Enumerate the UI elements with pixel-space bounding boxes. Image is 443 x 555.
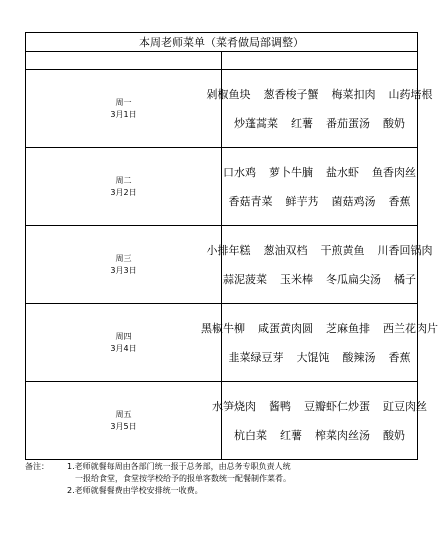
dish-item: 红薯 <box>291 116 313 130</box>
dish-item: 玉米棒 <box>280 272 313 286</box>
dish-item: 冬瓜扁尖汤 <box>326 272 381 286</box>
weekday-label: 周二 <box>115 175 132 185</box>
weekday-label: 周三 <box>115 253 132 263</box>
dish-item: 干煎黄鱼 <box>320 243 365 257</box>
day-row <box>26 226 418 304</box>
blank-row <box>26 52 418 70</box>
weekday-label: 周四 <box>115 331 132 341</box>
dish-line <box>222 193 417 210</box>
dish-item: 豆瓣虾仁炒蛋 <box>304 399 370 413</box>
dish-item: 口水鸡 <box>223 165 256 179</box>
dish-line <box>222 164 417 181</box>
dish-line <box>222 271 417 288</box>
menu-title: 本周老师菜单（菜肴做局部调整） <box>26 33 418 52</box>
date-label: 3月1日 <box>110 109 137 119</box>
day-row <box>26 382 418 460</box>
dish-line <box>212 398 427 415</box>
dish-item: 西兰花肉片 <box>383 321 438 335</box>
dish-line <box>222 349 417 366</box>
day-label-cell <box>26 148 222 226</box>
dish-item: 小排年糕 <box>206 243 251 257</box>
note-line: 2.老师就餐餐费由学校安排统一收费。 <box>67 486 203 495</box>
dish-item: 炒蓬蒿菜 <box>234 116 278 130</box>
blank-cell <box>222 52 418 70</box>
dish-item: 番茄蛋汤 <box>326 116 370 130</box>
dish-item: 榨菜肉丝汤 <box>315 428 370 442</box>
dish-item: 豇豆肉丝 <box>383 399 427 413</box>
dish-item: 黑椒牛柳 <box>201 321 245 335</box>
dish-item: 鱼香肉丝 <box>372 165 416 179</box>
dish-item: 葱香梭子蟹 <box>263 87 319 101</box>
dish-item: 川香回锅肉 <box>377 243 433 257</box>
dish-line <box>201 320 438 337</box>
dish-item: 酸辣汤 <box>342 350 376 364</box>
dish-item: 酱鸭 <box>269 399 291 413</box>
blank-cell <box>26 52 222 70</box>
day-row <box>26 70 418 148</box>
dish-item: 萝卜牛腩 <box>269 165 313 179</box>
dish-item: 鲜芋艿 <box>285 194 319 208</box>
dish-item: 梅菜扣肉 <box>331 87 376 101</box>
dish-item: 葱油双档 <box>263 243 308 257</box>
dish-item: 咸蛋黄肉圆 <box>258 321 313 335</box>
dish-item: 韭菜绿豆芽 <box>228 350 284 364</box>
dish-item: 蒜泥菠菜 <box>223 272 267 286</box>
note-line: 1.老师就餐每周由各部门统一报于总务部，由总务专职负责人统 <box>67 462 291 471</box>
dish-item: 香蕉 <box>388 194 411 208</box>
dish-item: 剁椒鱼块 <box>206 87 251 101</box>
dish-item: 山药培根 <box>388 87 433 101</box>
day-row <box>26 148 418 226</box>
day-label-cell <box>26 70 222 148</box>
dishes-cell <box>212 382 427 460</box>
dish-item: 大馄饨 <box>296 350 330 364</box>
dish-item: 橘子 <box>394 272 416 286</box>
dishes-cell <box>206 226 433 304</box>
note-line: 一报给食堂，食堂按学校给予的报单客数统一配餐制作菜肴。 <box>75 474 291 483</box>
dish-line <box>206 86 433 103</box>
dish-item: 香蕉 <box>388 350 411 364</box>
dishes-cell <box>201 304 438 382</box>
dish-item: 酸奶 <box>383 116 405 130</box>
dish-item: 杭白菜 <box>234 428 267 442</box>
day-label-cell <box>26 382 222 460</box>
date-label: 3月4日 <box>110 343 137 353</box>
dish-item: 菌菇鸡汤 <box>331 194 376 208</box>
day-label-cell <box>26 304 222 382</box>
dish-item: 盐水虾 <box>326 165 359 179</box>
weekly-menu-table <box>25 32 438 460</box>
dish-item: 芝麻鱼排 <box>326 321 370 335</box>
weekday-label: 周五 <box>115 409 132 419</box>
dish-line <box>206 242 433 259</box>
notes-label: 备注： <box>25 462 49 471</box>
day-row <box>26 304 418 382</box>
dish-item: 红薯 <box>280 428 302 442</box>
title-row <box>26 33 418 52</box>
date-label: 3月5日 <box>110 421 137 431</box>
day-label-cell <box>26 226 222 304</box>
weekday-label: 周一 <box>115 97 132 107</box>
dish-line <box>222 427 417 444</box>
dish-line <box>222 115 417 132</box>
dish-item: 香菇青菜 <box>228 194 273 208</box>
date-label: 3月3日 <box>110 265 137 275</box>
dish-item: 酸奶 <box>383 428 405 442</box>
date-label: 3月2日 <box>110 187 137 197</box>
dishes-cell <box>206 70 433 148</box>
dish-item: 水笋烧肉 <box>212 399 256 413</box>
dishes-cell <box>222 148 418 226</box>
